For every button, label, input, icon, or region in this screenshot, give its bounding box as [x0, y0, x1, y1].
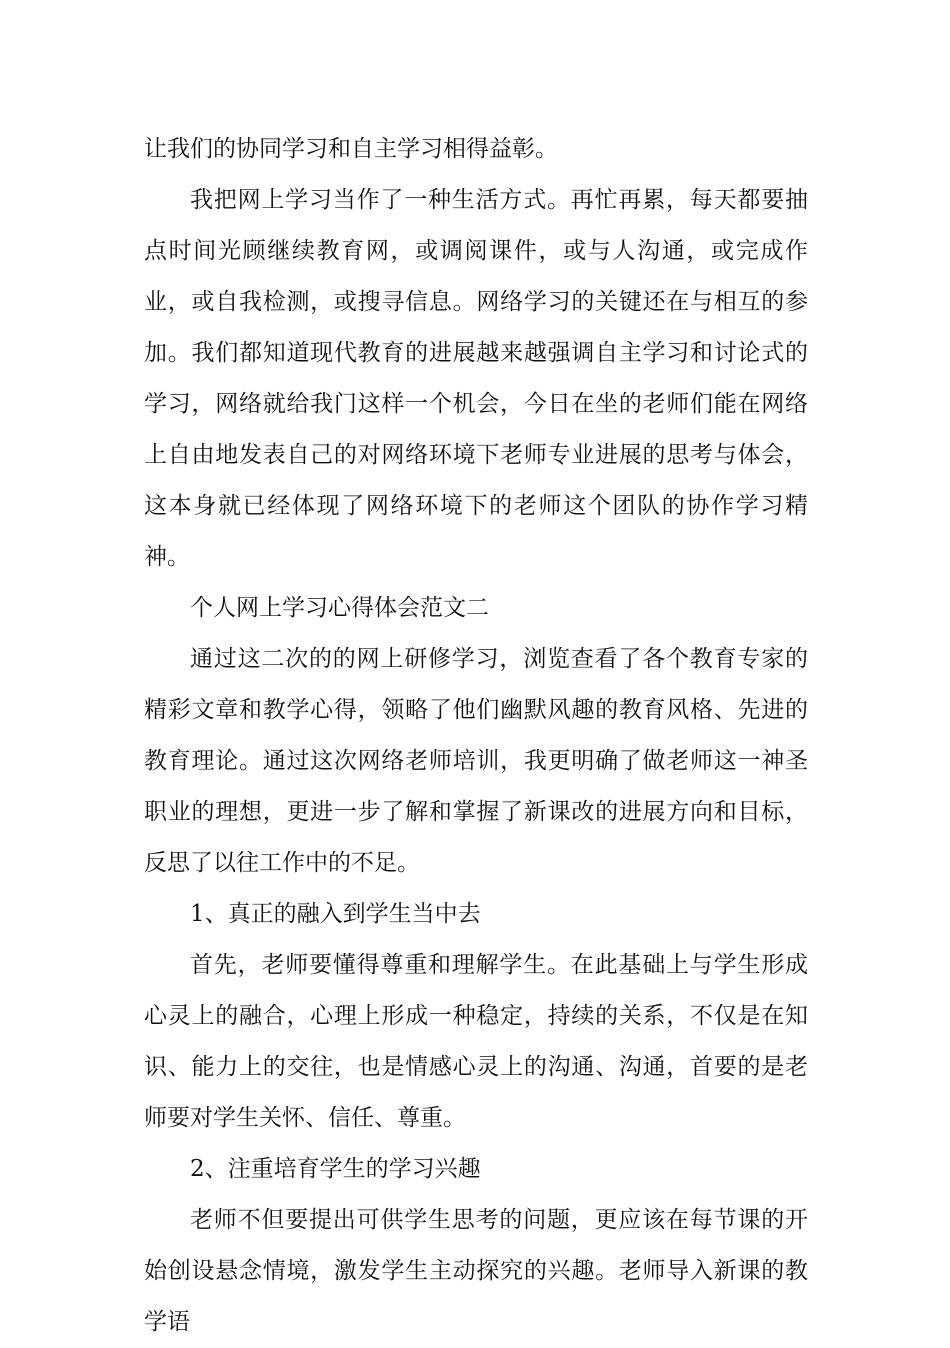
paragraph-respect-students: 首先，老师要懂得尊重和理解学生。在此基础上与学生形成心灵上的融合，心理上形成一种稳定，持续的关系，不仅是在知识、能力上的交往，也是情感心灵上的沟通、沟通，首要的是老师要对学生关怀、信任、尊重。 — [144, 952, 808, 1131]
paragraph-cultivate-interest: 老师不但要提出可供学生思考的问题，更应该在每节课的开始创设悬念情境，激发学生主动探究的兴趣。老师导入新课的教学语 — [144, 1207, 808, 1335]
section-heading-sample-two: 个人网上学习心得体会范文二 — [190, 595, 489, 621]
paragraph-online-learning: 我把网上学习当作了一种生活方式。再忙再累，每天都要抽点时间光顾继续教育网，或调阅课件，或与人沟通，或完成作业，或自我检测，或搜寻信息。网络学习的关键还在与相互的参加。我们都知道现代教育的进展越来越强调自主学习和讨论式的学习，网络就给我门这样一个机会，今日在坐的老师们能在网络上自由地发表自己的对网络环境下老师专业进展的思考与体会，这本身就已经体现了网络环境下的老师这个团队的协作学习精神。 — [144, 187, 808, 570]
document-body — [144, 124, 808, 1348]
paragraph-continuation: 让我们的协同学习和自主学习相得益彰。 — [144, 136, 558, 162]
list-heading-1: 1、真正的融入到学生当中去 — [190, 901, 481, 927]
list-heading-2: 2、注重培育学生的学习兴趣 — [190, 1156, 481, 1182]
paragraph-training-reflection: 通过这二次的的网上研修学习，浏览查看了各个教育专家的精彩文章和教学心得，领略了他们幽默风趣的教育风格、先进的教育理论。通过这次网络老师培训，我更明确了做老师这一神圣职业的理想，更进一步了解和掌握了新课改的进展方向和目标，反思了以往工作中的不足。 — [144, 646, 808, 876]
